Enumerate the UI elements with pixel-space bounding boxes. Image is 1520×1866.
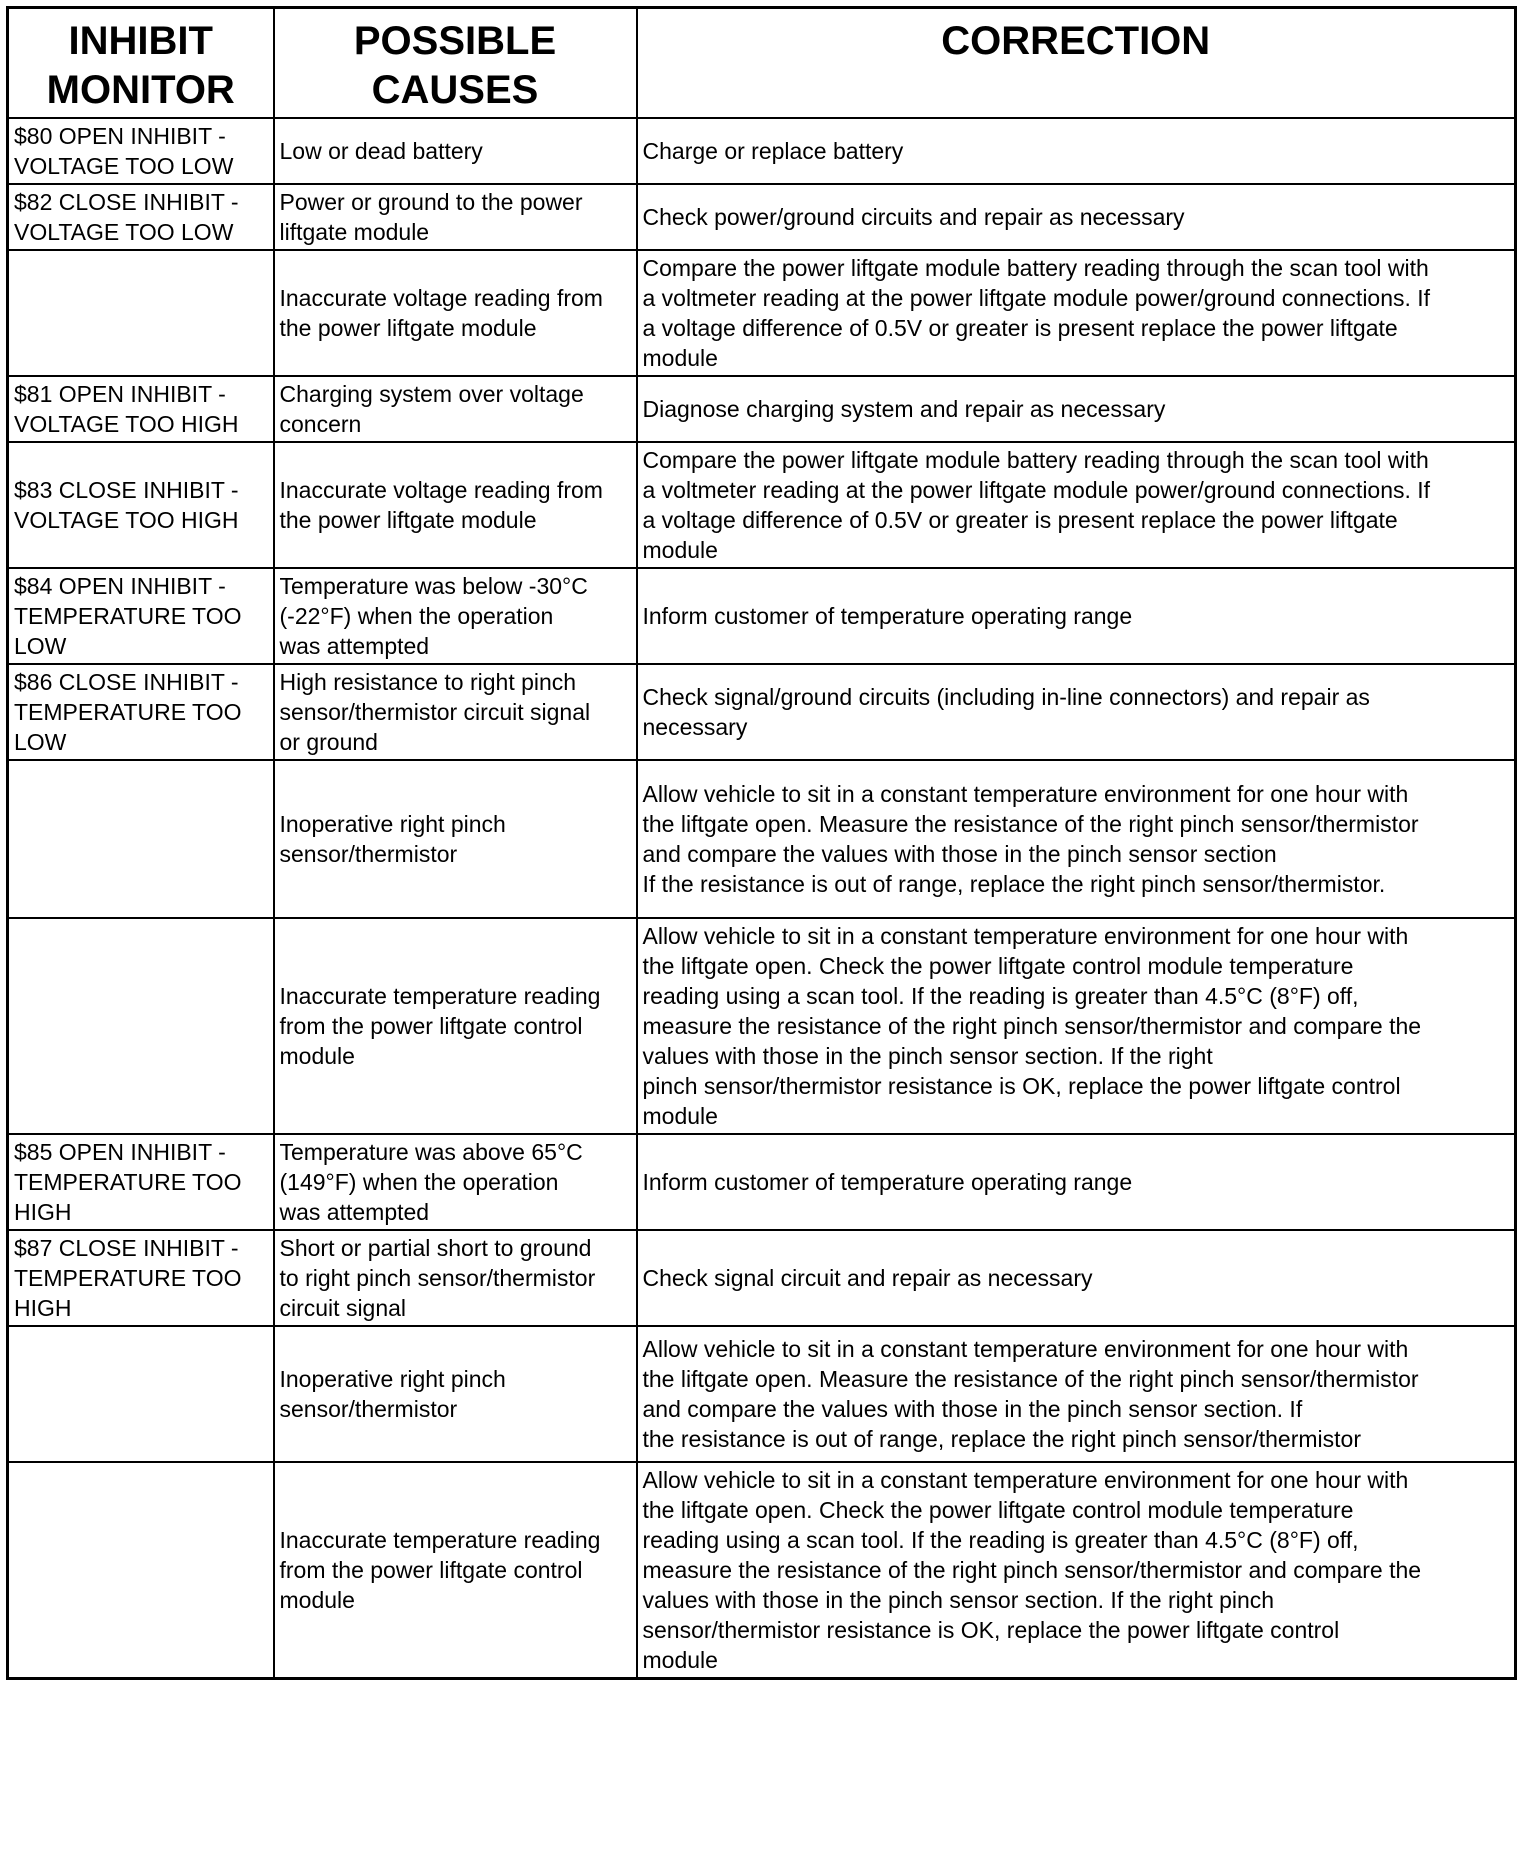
table-row xyxy=(8,1326,1516,1462)
cause-cell xyxy=(274,1134,637,1230)
header-possible-causes xyxy=(274,8,637,119)
monitor-cell-line: TEMPERATURE TOO xyxy=(14,603,242,629)
monitor-cell xyxy=(8,1326,274,1462)
table-row xyxy=(8,664,1516,760)
correction-cell-line: values with those in the pinch sensor section. If the right xyxy=(642,1043,1213,1069)
monitor-cell-line: LOW xyxy=(14,633,67,659)
correction-cell xyxy=(637,442,1516,568)
cause-cell xyxy=(274,118,637,184)
cause-cell-line: Temperature was below -30°C xyxy=(279,573,588,599)
correction-cell-line: measure the resistance of the right pinch sensor/thermistor and compare the xyxy=(642,1013,1422,1039)
header-line: MONITOR xyxy=(46,68,235,112)
monitor-cell-line: VOLTAGE TOO LOW xyxy=(14,219,234,245)
cause-cell-line: Power or ground to the power xyxy=(279,189,583,215)
monitor-cell-line: $87 CLOSE INHIBIT - xyxy=(14,1235,239,1261)
cause-cell-line: Inaccurate temperature reading xyxy=(279,1527,601,1553)
inhibit-monitor-table xyxy=(6,6,1517,1680)
monitor-cell xyxy=(8,1230,274,1326)
cause-cell-line: to right pinch sensor/thermistor xyxy=(279,1265,596,1291)
correction-cell-line: a voltmeter reading at the power liftgate module power/ground connections. If xyxy=(642,477,1431,503)
cause-cell-line: the power liftgate module xyxy=(279,507,537,533)
monitor-cell xyxy=(8,250,274,376)
table-row xyxy=(8,1230,1516,1326)
correction-cell-line: sensor/thermistor resistance is OK, replace the power liftgate control xyxy=(642,1617,1340,1643)
correction-cell xyxy=(637,1326,1516,1462)
cause-cell-line: Inoperative right pinch xyxy=(279,1366,506,1392)
correction-cell xyxy=(637,1462,1516,1679)
monitor-cell xyxy=(8,664,274,760)
table-header-row xyxy=(8,8,1516,119)
correction-cell-line: reading using a scan tool. If the reading is greater than 4.5°C (8°F) off, xyxy=(642,1527,1359,1553)
header-line: CORRECTION xyxy=(941,19,1211,63)
correction-cell xyxy=(637,1134,1516,1230)
table-row xyxy=(8,1462,1516,1679)
monitor-cell xyxy=(8,918,274,1134)
monitor-cell-line: VOLTAGE TOO LOW xyxy=(14,153,234,179)
cause-cell-line: liftgate module xyxy=(279,219,430,245)
cause-cell xyxy=(274,250,637,376)
cause-cell-line: Low or dead battery xyxy=(279,138,483,164)
cause-cell xyxy=(274,568,637,664)
correction-cell-line: a voltage difference of 0.5V or greater is present replace the power liftgate xyxy=(642,315,1398,341)
correction-cell-line: module xyxy=(642,1103,718,1129)
cause-cell-line: (-22°F) when the operation xyxy=(279,603,554,629)
correction-cell-line: module xyxy=(642,345,718,371)
cause-cell-line: concern xyxy=(279,411,362,437)
monitor-cell-line: TEMPERATURE TOO xyxy=(14,1169,242,1195)
correction-cell xyxy=(637,118,1516,184)
correction-cell-line: Inform customer of temperature operating range xyxy=(642,1169,1133,1195)
monitor-cell xyxy=(8,1462,274,1679)
correction-cell-line: If the resistance is out of range, replace the right pinch sensor/thermistor. xyxy=(642,871,1386,897)
cause-cell-line: High resistance to right pinch xyxy=(279,669,577,695)
correction-cell-line: the liftgate open. Check the power liftgate control module temperature xyxy=(642,1497,1354,1523)
monitor-cell-line: $80 OPEN INHIBIT - xyxy=(14,123,226,149)
correction-cell xyxy=(637,918,1516,1134)
table-row xyxy=(8,918,1516,1134)
monitor-cell-line: $86 CLOSE INHIBIT - xyxy=(14,669,239,695)
correction-cell-line: the liftgate open. Measure the resistance of the right pinch sensor/thermistor xyxy=(642,811,1419,837)
header-correction xyxy=(637,8,1516,119)
correction-cell-line: module xyxy=(642,1647,718,1673)
correction-cell-line: necessary xyxy=(642,714,748,740)
monitor-cell-line: VOLTAGE TOO HIGH xyxy=(14,507,239,533)
monitor-cell-line: $82 CLOSE INHIBIT - xyxy=(14,189,239,215)
table-row xyxy=(8,442,1516,568)
cause-cell-line: module xyxy=(279,1043,355,1069)
correction-cell xyxy=(637,568,1516,664)
monitor-cell xyxy=(8,376,274,442)
cause-cell-line: sensor/thermistor circuit signal xyxy=(279,699,591,725)
cause-cell xyxy=(274,918,637,1134)
monitor-cell-line: TEMPERATURE TOO xyxy=(14,699,242,725)
header-line: POSSIBLE xyxy=(353,19,557,63)
table-row xyxy=(8,760,1516,918)
monitor-cell xyxy=(8,760,274,918)
monitor-cell xyxy=(8,568,274,664)
cause-cell xyxy=(274,1326,637,1462)
correction-cell-line: Allow vehicle to sit in a constant temperature environment for one hour with xyxy=(642,781,1409,807)
cause-cell-line: sensor/thermistor xyxy=(279,1396,458,1422)
cause-cell-line: was attempted xyxy=(279,633,430,659)
inhibit-monitor-table-sheet xyxy=(6,6,1514,1680)
monitor-cell-line: $81 OPEN INHIBIT - xyxy=(14,381,226,407)
monitor-cell-line: $85 OPEN INHIBIT - xyxy=(14,1139,226,1165)
monitor-cell-line: HIGH xyxy=(14,1199,72,1225)
cause-cell xyxy=(274,376,637,442)
table-row xyxy=(8,184,1516,250)
correction-cell-line: Allow vehicle to sit in a constant temperature environment for one hour with xyxy=(642,923,1409,949)
correction-cell xyxy=(637,664,1516,760)
correction-cell-line: reading using a scan tool. If the reading is greater than 4.5°C (8°F) off, xyxy=(642,983,1359,1009)
cause-cell xyxy=(274,1462,637,1679)
monitor-cell xyxy=(8,118,274,184)
correction-cell xyxy=(637,250,1516,376)
monitor-cell-line: TEMPERATURE TOO xyxy=(14,1265,242,1291)
monitor-cell xyxy=(8,442,274,568)
correction-cell-line: Inform customer of temperature operating range xyxy=(642,603,1133,629)
cause-cell xyxy=(274,760,637,918)
correction-cell-line: Compare the power liftgate module battery reading through the scan tool with xyxy=(642,255,1429,281)
correction-cell-line: a voltmeter reading at the power liftgate module power/ground connections. If xyxy=(642,285,1431,311)
cause-cell xyxy=(274,1230,637,1326)
table-row xyxy=(8,376,1516,442)
table-row xyxy=(8,250,1516,376)
correction-cell-line: Allow vehicle to sit in a constant temperature environment for one hour with xyxy=(642,1467,1409,1493)
table-row xyxy=(8,568,1516,664)
cause-cell-line: sensor/thermistor xyxy=(279,841,458,867)
table-row xyxy=(8,118,1516,184)
cause-cell-line: was attempted xyxy=(279,1199,430,1225)
correction-cell-line: measure the resistance of the right pinch sensor/thermistor and compare the xyxy=(642,1557,1422,1583)
monitor-cell xyxy=(8,184,274,250)
correction-cell-line: and compare the values with those in the pinch sensor section. If xyxy=(642,1396,1303,1422)
correction-cell-line: the resistance is out of range, replace the right pinch sensor/thermistor xyxy=(642,1426,1361,1452)
cause-cell-line: Temperature was above 65°C xyxy=(279,1139,583,1165)
table-row xyxy=(8,1134,1516,1230)
correction-cell xyxy=(637,376,1516,442)
monitor-cell-line: $84 OPEN INHIBIT - xyxy=(14,573,226,599)
cause-cell-line: or ground xyxy=(279,729,378,755)
cause-cell-line: the power liftgate module xyxy=(279,315,537,341)
correction-cell-line: Check power/ground circuits and repair as necessary xyxy=(642,204,1185,230)
monitor-cell-line: LOW xyxy=(14,729,67,755)
correction-cell xyxy=(637,760,1516,918)
correction-cell-line: Charge or replace battery xyxy=(642,138,904,164)
cause-cell-line: Charging system over voltage xyxy=(279,381,584,407)
correction-cell-line: Diagnose charging system and repair as necessary xyxy=(642,396,1166,422)
monitor-cell-line: HIGH xyxy=(14,1295,72,1321)
cause-cell-line: module xyxy=(279,1587,355,1613)
cause-cell-line: from the power liftgate control xyxy=(279,1557,583,1583)
header-inhibit-monitor xyxy=(8,8,274,119)
cause-cell xyxy=(274,664,637,760)
correction-cell-line: values with those in the pinch sensor section. If the right pinch xyxy=(642,1587,1275,1613)
monitor-cell xyxy=(8,1134,274,1230)
correction-cell-line: Allow vehicle to sit in a constant temperature environment for one hour with xyxy=(642,1336,1409,1362)
cause-cell-line: (149°F) when the operation xyxy=(279,1169,559,1195)
correction-cell-line: Compare the power liftgate module battery reading through the scan tool with xyxy=(642,447,1429,473)
monitor-cell-line: $83 CLOSE INHIBIT - xyxy=(14,477,239,503)
correction-cell-line: Check signal/ground circuits (including in-line connectors) and repair as xyxy=(642,684,1370,710)
header-line: INHIBIT xyxy=(68,19,213,63)
correction-cell-line: module xyxy=(642,537,718,563)
cause-cell-line: Inoperative right pinch xyxy=(279,811,506,837)
correction-cell-line: the liftgate open. Measure the resistance of the right pinch sensor/thermistor xyxy=(642,1366,1419,1392)
cause-cell-line: Inaccurate temperature reading xyxy=(279,983,601,1009)
correction-cell-line: pinch sensor/thermistor resistance is OK, replace the power liftgate control xyxy=(642,1073,1401,1099)
correction-cell-line: and compare the values with those in the pinch sensor section xyxy=(642,841,1277,867)
cause-cell-line: Short or partial short to ground xyxy=(279,1235,592,1261)
cause-cell-line: from the power liftgate control xyxy=(279,1013,583,1039)
correction-cell xyxy=(637,1230,1516,1326)
correction-cell xyxy=(637,184,1516,250)
header-line: CAUSES xyxy=(371,68,539,112)
monitor-cell-line: VOLTAGE TOO HIGH xyxy=(14,411,239,437)
table-body xyxy=(8,118,1516,1679)
cause-cell xyxy=(274,442,637,568)
correction-cell-line: Check signal circuit and repair as necessary xyxy=(642,1265,1093,1291)
correction-cell-line: the liftgate open. Check the power liftgate control module temperature xyxy=(642,953,1354,979)
cause-cell xyxy=(274,184,637,250)
correction-cell-line: a voltage difference of 0.5V or greater is present replace the power liftgate xyxy=(642,507,1398,533)
cause-cell-line: circuit signal xyxy=(279,1295,407,1321)
cause-cell-line: Inaccurate voltage reading from xyxy=(279,477,603,503)
cause-cell-line: Inaccurate voltage reading from xyxy=(279,285,603,311)
